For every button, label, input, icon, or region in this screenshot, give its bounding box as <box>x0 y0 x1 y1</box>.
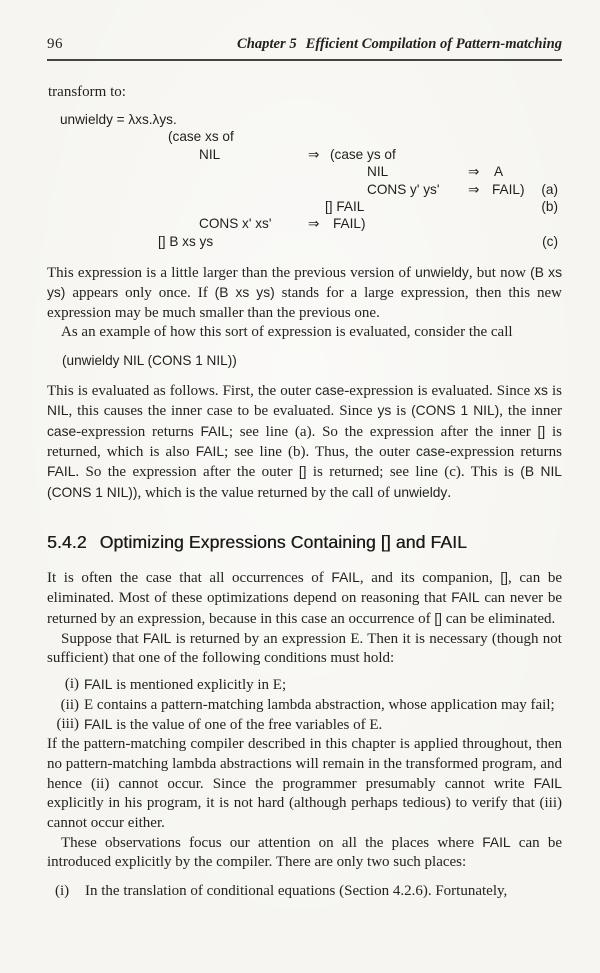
inline-code: FAIL <box>482 834 511 850</box>
section-heading-5-4-2 <box>47 532 562 553</box>
inline-text: , this causes the inner case to be evaluated. Since <box>68 403 378 420</box>
list-item <box>47 675 562 695</box>
inline-text: can never be returned by an expression, because in this case an occurrence of <box>47 590 562 627</box>
code-call-unwieldy: (unwieldy NIL (CONS 1 NIL)) <box>62 353 237 369</box>
paragraph-example-intro <box>47 323 562 342</box>
code-segment: ⇒ <box>308 147 320 162</box>
code-segment: CONS x' xs' <box>199 216 272 231</box>
code-segment: NIL <box>199 147 221 162</box>
code-segment: FAIL) <box>492 182 525 197</box>
inline-code: FAIL <box>200 423 229 439</box>
places-list <box>47 882 562 901</box>
code-line-label: (b) <box>541 199 558 214</box>
list-item-text <box>84 696 562 715</box>
list-item-label: (iii) <box>56 716 79 733</box>
inline-text: is <box>547 383 562 400</box>
inline-text: ; see line (b). Thus, the outer <box>224 444 416 461</box>
inline-code: FAIL <box>47 464 76 480</box>
inline-text: , and its companion, <box>359 569 501 586</box>
inline-code: unwieldy <box>415 265 469 280</box>
chapter-label: Chapter 5 <box>237 36 297 52</box>
page-number: 96 <box>47 36 63 52</box>
inline-text: can be eliminated. <box>442 610 556 627</box>
inline-code: case <box>47 423 77 439</box>
running-title <box>237 36 562 53</box>
list-item-label: (ii) <box>60 696 79 713</box>
inline-code: FAIL <box>451 590 480 606</box>
code-segment: A <box>494 164 504 179</box>
inline-text: It is often the case that all occurrences of <box>47 569 332 586</box>
list-item-text <box>84 715 562 735</box>
inline-code: case <box>415 444 446 460</box>
inline-text: is <box>391 403 412 420</box>
inline-text: is the value of one of the free variables of E. <box>112 717 383 734</box>
inline-text: , the inner <box>499 403 562 420</box>
code-line-label: (a) <box>541 182 558 197</box>
inline-code: (B xs ys) <box>214 285 275 301</box>
paragraph-eliminating-fail <box>47 568 562 629</box>
inline-code: [] <box>434 610 443 626</box>
chapter-title: Efficient Compilation of Pattern-matching <box>305 36 562 52</box>
list-item-label: (i) <box>64 676 79 693</box>
inline-code: (B NIL (CONS 1 NIL)) <box>47 464 562 500</box>
section-number: 5.4.2 <box>47 531 87 552</box>
inline-code: case <box>315 383 345 399</box>
code-segment: NIL <box>367 164 389 179</box>
inline-code: FAIL <box>331 569 360 585</box>
list-item <box>47 715 562 735</box>
inline-text: This is evaluated as follows. First, the outer <box>47 383 316 400</box>
inline-text: If the pattern-matching compiler described in this chapter is applied throughout, then no pattern-matching lambda abstractions will remain in the transformed program, and hence (ii) cannot occur. Since the programmer presumably cannot write <box>47 736 562 792</box>
inline-text: As an example of how this sort of expression is evaluated, consider the call <box>61 323 513 340</box>
paragraph-suppose-fail <box>47 629 562 669</box>
paragraph-expression-size <box>47 263 562 323</box>
inline-code: xs <box>534 383 548 399</box>
code-segment: unwieldy = λxs.λys. <box>60 112 177 127</box>
inline-code: FAIL <box>84 717 113 733</box>
code-segment: [] FAIL <box>325 199 365 214</box>
list-item-text <box>84 675 562 695</box>
inline-text: -expression returns <box>76 423 201 440</box>
inline-text: These observations focus our attention on all the places where <box>61 834 483 851</box>
code-line-label: (c) <box>542 234 558 249</box>
inline-text: Suppose that <box>61 630 143 647</box>
lead-in-text: transform to: <box>48 84 126 100</box>
inline-text: can be introduced explicitly by the compiler. There are only two such places: <box>47 834 562 871</box>
list-item-text <box>78 882 562 901</box>
inline-text: explicitly in his program, it is not hard (although perhaps tedious) to verify that (iii) cannot occur either. <box>47 795 562 831</box>
inline-code: (B xs ys) <box>47 265 562 301</box>
inline-text: , which is the value returned by the call of <box>137 484 394 501</box>
code-segment: ⇒ <box>308 216 320 231</box>
code-segment: (case ys of <box>330 147 396 162</box>
inline-text: This expression is a little larger than the previous version of <box>47 265 416 281</box>
inline-text: is returned by an expression E. Then it is necessary (though not sufficient) that one of the following conditions must hold: <box>47 630 562 667</box>
inline-code: [] <box>500 569 508 585</box>
inline-text: appears only once. If <box>65 285 215 302</box>
inline-text: ; see line (a). So the expression after the inner <box>228 423 538 440</box>
inline-text: , can be eliminated. Most of these optimizations depend on reasoning that <box>47 569 562 607</box>
inline-text: is returned; see line (c). This is <box>306 464 521 481</box>
code-block-unwieldy <box>47 112 562 252</box>
inline-text: is mentioned explicitly in E; <box>112 677 287 694</box>
list-item <box>47 696 562 715</box>
code-segment: [] B xs ys <box>158 234 214 249</box>
inline-text: is returned, which is also <box>47 423 562 461</box>
inline-text: -expression is evaluated. Since <box>344 383 535 400</box>
code-segment: (case xs of <box>168 129 234 144</box>
section-title: Optimizing Expressions Containing [] and FAIL <box>99 531 467 552</box>
running-header <box>47 36 562 61</box>
inline-text: , but now <box>468 265 531 281</box>
inline-text: E contains a pattern-matching lambda abstraction, whose application may fail; <box>84 696 555 713</box>
inline-code: FAIL <box>142 630 172 646</box>
inline-code: unwieldy <box>393 484 448 500</box>
paragraph-observations <box>47 833 562 873</box>
code-segment: FAIL) <box>333 216 366 231</box>
code-segment: ⇒ <box>468 164 480 179</box>
conditions-list <box>47 675 562 735</box>
paragraph-compiler-applied <box>47 735 562 832</box>
inline-code: FAIL <box>195 444 225 460</box>
inline-text: . So the expression after the outer <box>75 464 299 481</box>
code-segment: ⇒ <box>468 182 480 197</box>
paragraph-evaluation-trace <box>47 381 562 503</box>
inline-text: stands for a large expression, then this new expression may be much smaller than the previous one. <box>47 285 562 321</box>
inline-code: FAIL <box>84 677 113 693</box>
inline-text: In the translation of conditional equations (Section 4.2.6). Fortunately, <box>85 883 508 900</box>
inline-code: [] <box>537 423 546 439</box>
inline-text: -expression returns <box>445 444 562 461</box>
inline-code: [] <box>298 464 307 480</box>
inline-text: . <box>447 484 452 501</box>
list-item <box>47 882 562 901</box>
code-segment: CONS y' ys' <box>367 182 440 197</box>
inline-code: NIL <box>47 403 69 419</box>
inline-code: FAIL <box>533 775 562 791</box>
inline-code: (CONS 1 NIL) <box>411 403 500 419</box>
inline-code: ys <box>377 403 392 419</box>
list-item-label: (i) <box>55 883 70 900</box>
